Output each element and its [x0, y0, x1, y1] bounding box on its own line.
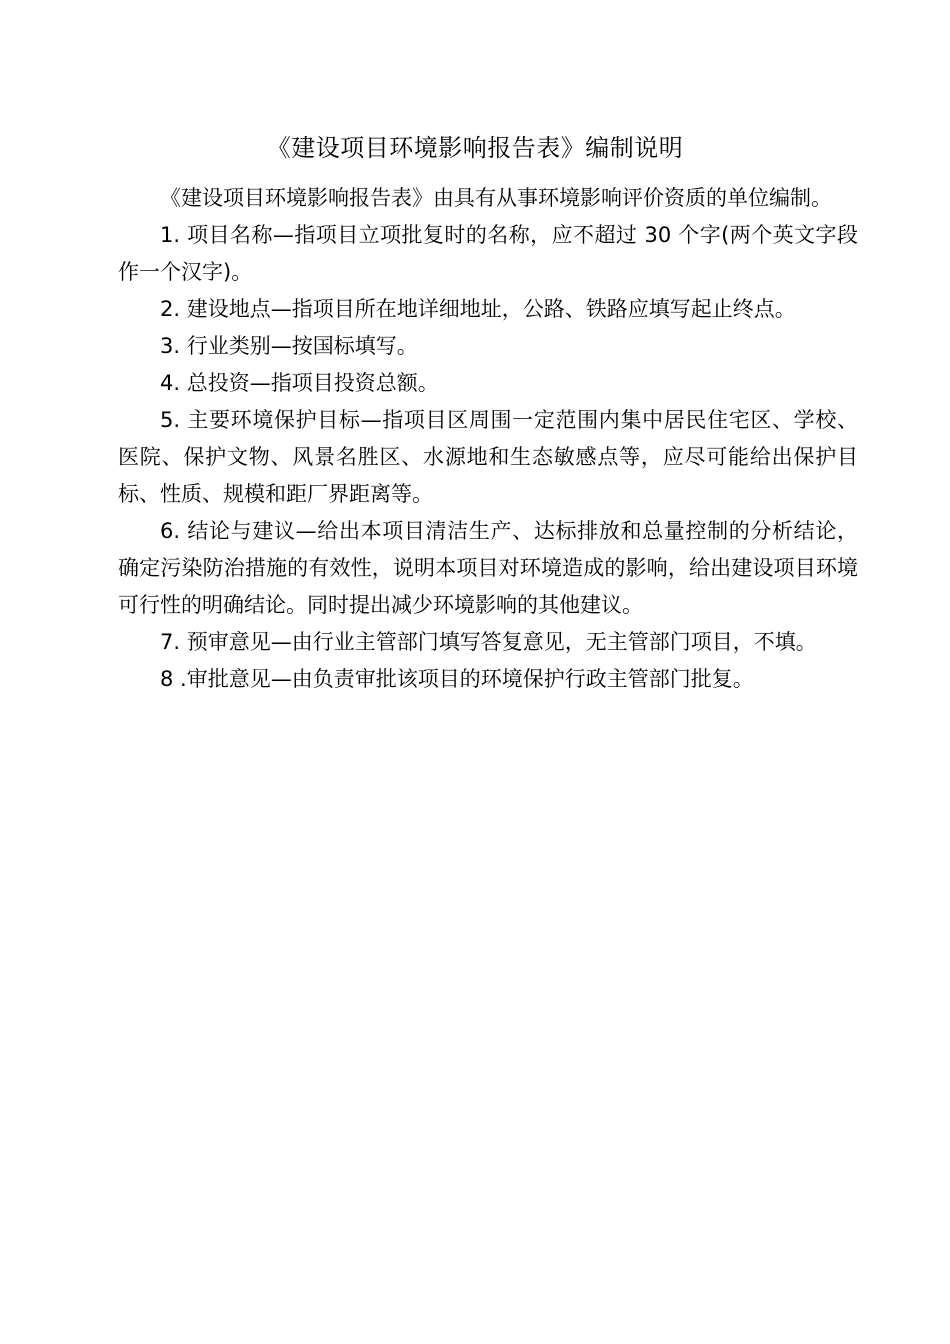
document-body [118, 180, 858, 698]
item-1-project-name: 1. 项目名称—指项目立项批复时的名称，应不超过 30 个字(两个英文字段作一个汉字)。 [118, 223, 858, 284]
item-6-conclusions: 6. 结论与建议—给出本项目清洁生产、达标排放和总量控制的分析结论，确定污染防治措施的有效性，说明本项目对环境造成的影响，给出建设项目环境可行性的明确结论。同时提出减少环境影响的其他建议。 [118, 519, 858, 617]
item-8-approval: 8 .审批意见—由负责审批该项目的环境保护行政主管部门批复。 [160, 667, 754, 691]
document-title: 《建设项目环境影响报告表》编制说明 [266, 134, 684, 162]
intro-paragraph: 《建设项目环境影响报告表》由具有从事环境影响评价资质的单位编制。 [160, 186, 832, 210]
item-2-construction-site: 2. 建设地点—指项目所在地详细地址，公路、铁路应填写起止终点。 [160, 297, 796, 321]
item-3-industry-category: 3. 行业类别—按国标填写。 [160, 334, 418, 358]
item-7-pre-review: 7. 预审意见—由行业主管部门填写答复意见，无主管部门项目，不填。 [160, 630, 817, 654]
item-4-total-investment: 4. 总投资—指项目投资总额。 [160, 371, 439, 395]
item-5-protection-targets: 5. 主要环境保护目标—指项目区周围一定范围内集中居民住宅区、学校、医院、保护文物、风景名胜区、水源地和生态敏感点等，应尽可能给出保护目标、性质、规模和距厂界距离等。 [118, 408, 858, 506]
